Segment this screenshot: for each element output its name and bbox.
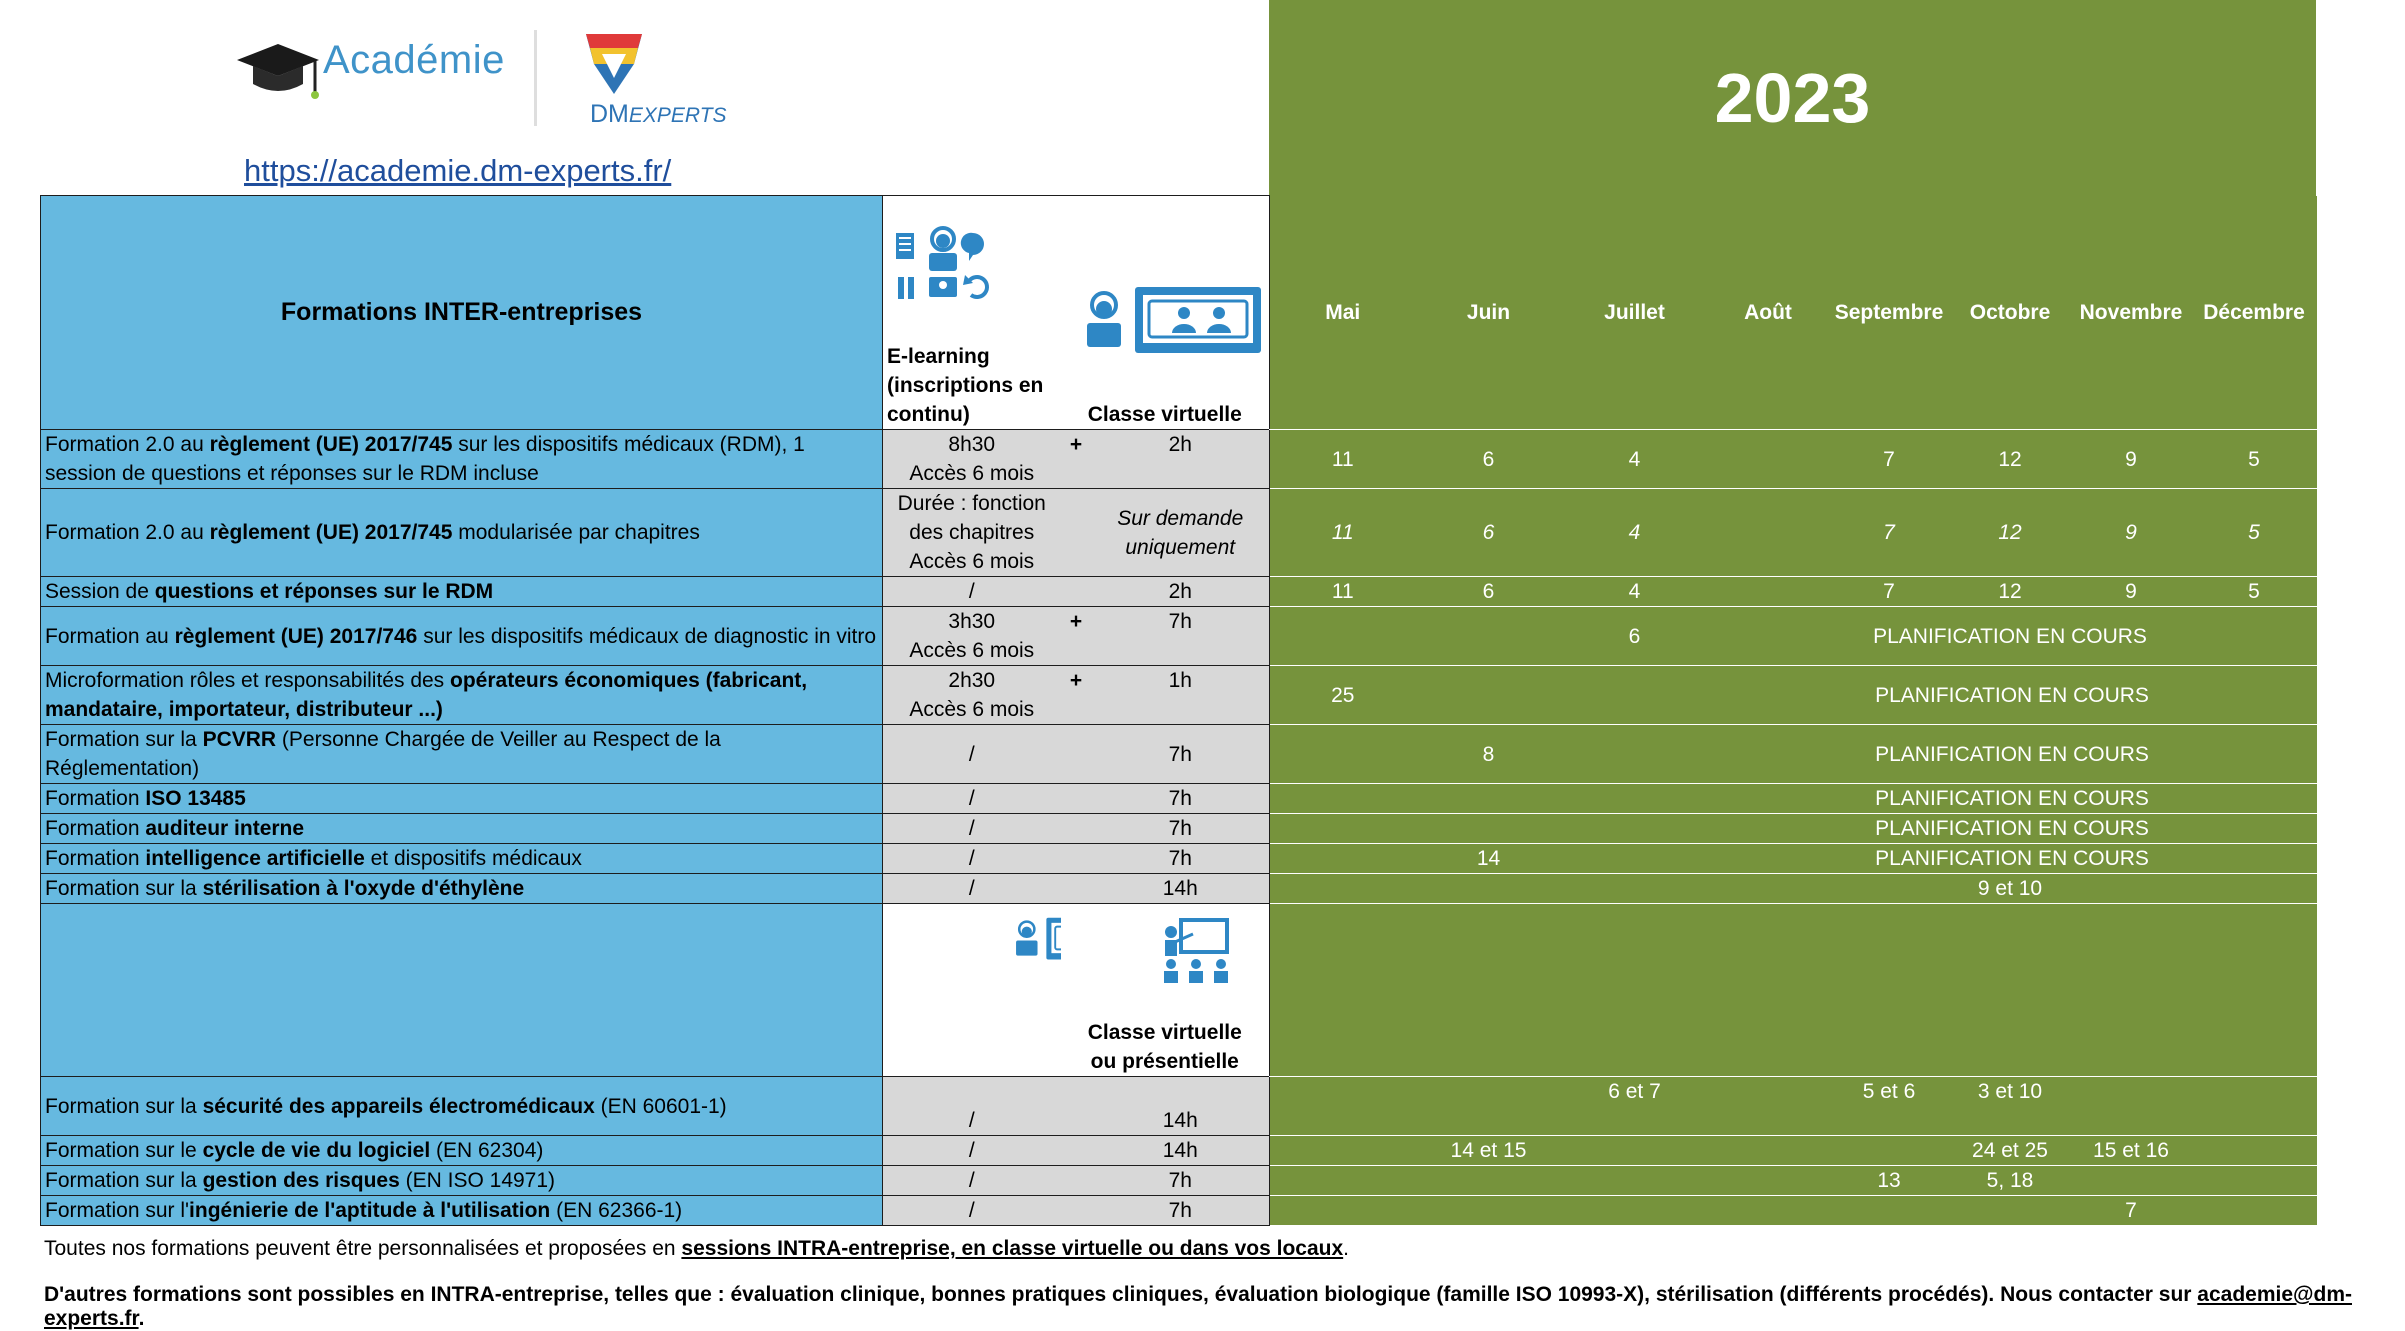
presential-class-icon — [1161, 914, 1231, 984]
virtual-duration: 7h — [1092, 1196, 1270, 1226]
date-cell — [1270, 784, 1416, 814]
virtual-duration: 2h — [1092, 430, 1270, 489]
date-cell — [1270, 1166, 1416, 1196]
date-cell — [2192, 1077, 2317, 1136]
table-row — [41, 814, 2317, 844]
plus-sign: + — [1061, 666, 1092, 725]
date-cell: 13 — [1829, 1166, 1950, 1196]
date-cell — [2192, 1166, 2317, 1196]
date-cell: 3 et 10 — [1950, 1077, 2071, 1136]
year-title: 2023 — [1714, 59, 1871, 137]
month-header-7: Décembre — [2192, 196, 2317, 430]
training-title: Formation sur le cycle de vie du logiciel (EN 62304) — [41, 1136, 883, 1166]
virtual-duration: 7h — [1092, 844, 1270, 874]
month-header-3: Août — [1708, 196, 1829, 430]
date-cell — [1708, 1136, 1829, 1166]
month-header-4 — [1829, 904, 1950, 1077]
table-row — [41, 1166, 2317, 1196]
date-cell — [1562, 725, 1708, 784]
table-row — [41, 725, 2317, 784]
virtual-or-presential-label: Classe virtuelle ou présentielle — [1087, 1021, 1242, 1073]
contact-email-link[interactable]: academie@dm-experts.fr — [44, 1283, 2352, 1330]
plus-sign — [1061, 844, 1092, 874]
plus-sign: + — [1061, 607, 1092, 666]
date-cell — [1950, 1196, 2071, 1226]
month-header-1: Juin — [1416, 196, 1562, 430]
virtual-class-icon — [1079, 281, 1269, 357]
date-cell — [1416, 784, 1562, 814]
training-title: Session de questions et réponses sur le RDM — [41, 577, 883, 607]
date-cell — [1270, 1196, 1416, 1226]
training-schedule-table — [40, 195, 2317, 1226]
date-cell — [1562, 844, 1708, 874]
date-cell — [1416, 814, 1562, 844]
planning-in-progress: PLANIFICATION EN COURS — [1708, 844, 2317, 874]
date-cell: 7 — [1829, 577, 1950, 607]
month-header-4: Septembre — [1829, 196, 1950, 430]
planning-in-progress: PLANIFICATION EN COURS — [1708, 784, 2317, 814]
elearning-duration: / — [883, 784, 1061, 814]
elearning-duration: / — [883, 1196, 1061, 1226]
date-cell: 8 — [1416, 725, 1562, 784]
date-cell — [1270, 814, 1416, 844]
planning-in-progress: PLANIFICATION EN COURS — [1708, 814, 2317, 844]
date-cell — [1416, 607, 1562, 666]
date-cell — [1562, 1136, 1708, 1166]
training-title: Formation intelligence artificielle et dispositifs médicaux — [41, 844, 883, 874]
training-title: Formation sur la gestion des risques (EN ISO 14971) — [41, 1166, 883, 1196]
virtual-duration: 1h — [1092, 666, 1270, 725]
plus-sign — [1061, 577, 1092, 607]
date-cell — [1708, 874, 1829, 904]
virtual-duration: 7h — [1092, 725, 1270, 784]
footer-other-trainings-note: D'autres formations sont possibles en INTRA-entreprise, telles que : évaluation clinique, bonnes pratiques cliniques, évaluation biologique (famille ISO 10993-X), stérilisation (différents procédés). Nous contacter sur academie@dm-experts.fr. — [44, 1283, 2352, 1330]
date-cell: 4 — [1562, 577, 1708, 607]
date-cell: 6 et 7 — [1562, 1077, 1708, 1136]
date-cell — [1708, 1077, 1829, 1136]
table-row — [41, 1196, 2317, 1226]
graduation-cap-icon — [235, 40, 321, 115]
blank-elearning-cell — [883, 904, 1061, 1077]
table-subheader-row — [41, 904, 2317, 1077]
training-title: Microformation rôles et responsabilités des opérateurs économiques (fabricant, mandataire, importateur, distributeur ...) — [41, 666, 883, 725]
month-header-0: Mai — [1270, 196, 1416, 430]
elearning-duration: / — [883, 874, 1061, 904]
virtual-duration: 7h — [1092, 784, 1270, 814]
elearning-duration: 2h30 Accès 6 mois — [883, 666, 1061, 725]
elearning-duration: / — [883, 1166, 1061, 1196]
footer-personalization-note: Toutes nos formations peuvent être personnalisées et proposées en sessions INTRA-entreprise, en classe virtuelle ou dans vos locaux. — [44, 1237, 1349, 1260]
date-cell — [1270, 607, 1416, 666]
virtual-duration: 7h — [1092, 1166, 1270, 1196]
date-cell: 7 — [2071, 1196, 2192, 1226]
table-row — [41, 1136, 2317, 1166]
date-cell: 14 et 15 — [1416, 1136, 1562, 1166]
date-cell — [1708, 1196, 1829, 1226]
date-cell: 24 et 25 — [1950, 1136, 2071, 1166]
table-row — [41, 489, 2317, 577]
date-cell — [1562, 1166, 1708, 1196]
date-cell: 15 et 16 — [2071, 1136, 2192, 1166]
table-header-row — [41, 196, 2317, 430]
date-cell: 25 — [1270, 666, 1416, 725]
date-cell: 7 — [1829, 489, 1950, 577]
date-cell: 4 — [1562, 489, 1708, 577]
month-header-2: Juillet — [1562, 196, 1708, 430]
month-header-2 — [1562, 904, 1708, 1077]
month-header-3 — [1708, 904, 1829, 1077]
date-cell — [1829, 1196, 1950, 1226]
date-cell: 5 — [2192, 430, 2317, 489]
elearning-duration: / — [883, 844, 1061, 874]
planning-in-progress: PLANIFICATION EN COURS — [1708, 607, 2317, 666]
training-title: Formation sur la PCVRR (Personne Chargée de Veiller au Respect de la Réglementation) — [41, 725, 883, 784]
training-title: Formation sur la sécurité des appareils électromédicaux (EN 60601-1) — [41, 1077, 883, 1136]
date-cell — [1708, 489, 1829, 577]
date-cell — [1270, 874, 1416, 904]
date-cell — [1829, 874, 1950, 904]
training-title: Formation sur la stérilisation à l'oxyde d'éthylène — [41, 874, 883, 904]
plus-sign — [1061, 784, 1092, 814]
date-cell: 6 — [1416, 430, 1562, 489]
date-cell — [1416, 1196, 1562, 1226]
academie-logo-text: Académie — [323, 38, 505, 82]
elearning-duration: / — [883, 725, 1061, 784]
date-cell — [1708, 577, 1829, 607]
date-cell — [1416, 1166, 1562, 1196]
virtual-class-header — [1061, 196, 1270, 430]
date-cell — [2071, 1077, 2192, 1136]
date-cell: 6 — [1416, 489, 1562, 577]
plus-sign — [1061, 874, 1092, 904]
month-header-6 — [2071, 904, 2192, 1077]
date-cell: 5 — [2192, 489, 2317, 577]
elearning-duration: / — [883, 1136, 1061, 1166]
date-cell — [2071, 874, 2192, 904]
training-title: Formation sur l'ingénierie de l'aptitude à l'utilisation (EN 62366-1) — [41, 1196, 883, 1226]
month-header-1 — [1416, 904, 1562, 1077]
plus-sign: + — [1061, 430, 1092, 489]
academie-url-link[interactable]: https://academie.dm-experts.fr/ — [244, 153, 672, 188]
date-cell — [1416, 666, 1562, 725]
month-header-5: Octobre — [1950, 196, 2071, 430]
date-cell: 5, 18 — [1950, 1166, 2071, 1196]
training-title: Formation 2.0 au règlement (UE) 2017/745 sur les dispositifs médicaux (RDM), 1 session de questions et réponses sur le RDM incluse — [41, 430, 883, 489]
elearning-duration: / — [883, 577, 1061, 607]
dm-experts-logo-text: DMEXPERTS — [590, 100, 727, 128]
date-cell — [1562, 666, 1708, 725]
month-header-5 — [1950, 904, 2071, 1077]
date-cell: 12 — [1950, 430, 2071, 489]
date-cell — [1416, 874, 1562, 904]
virtual-duration: 7h — [1092, 607, 1270, 666]
plus-sign — [1061, 814, 1092, 844]
date-cell — [1416, 1077, 1562, 1136]
date-cell: 9 — [2071, 489, 2192, 577]
virtual-duration: 14h — [1092, 1136, 1270, 1166]
table-title: Formations INTER-entreprises — [41, 196, 883, 430]
table-row — [41, 430, 2317, 489]
date-cell — [2192, 1196, 2317, 1226]
date-cell — [1562, 1196, 1708, 1226]
date-cell: 9 et 10 — [1950, 874, 2071, 904]
virtual-duration: 14h — [1092, 874, 1270, 904]
table-row — [41, 844, 2317, 874]
date-cell: 11 — [1270, 577, 1416, 607]
date-cell: 11 — [1270, 489, 1416, 577]
elearning-duration: / — [883, 1077, 1061, 1136]
date-cell: 14 — [1416, 844, 1562, 874]
date-cell — [1562, 784, 1708, 814]
dm-experts-logo-icon — [582, 30, 646, 103]
planning-in-progress: PLANIFICATION EN COURS — [1708, 725, 2317, 784]
date-cell — [1270, 1136, 1416, 1166]
date-cell — [1829, 1136, 1950, 1166]
logo-separator — [534, 30, 537, 126]
elearning-header — [883, 196, 1061, 430]
training-title: Formation ISO 13485 — [41, 784, 883, 814]
virtual-class-label: Classe virtuelle — [1087, 403, 1242, 426]
date-cell — [1270, 725, 1416, 784]
date-cell — [1562, 814, 1708, 844]
elearning-duration: 8h30 Accès 6 mois — [883, 430, 1061, 489]
virtual-class-icon — [1011, 914, 1061, 962]
date-cell: 5 — [2192, 577, 2317, 607]
blank-title-cell — [41, 904, 883, 1077]
table-row — [41, 666, 2317, 725]
date-cell: 6 — [1562, 607, 1708, 666]
date-cell — [2071, 1166, 2192, 1196]
table-row — [41, 784, 2317, 814]
date-cell: 9 — [2071, 577, 2192, 607]
date-cell: 7 — [1829, 430, 1950, 489]
date-cell — [1708, 430, 1829, 489]
date-cell — [2192, 1136, 2317, 1166]
date-cell: 5 et 6 — [1829, 1077, 1950, 1136]
date-cell — [2192, 874, 2317, 904]
date-cell: 9 — [2071, 430, 2192, 489]
month-header-0 — [1270, 904, 1416, 1077]
plus-sign — [1061, 489, 1092, 577]
table-row — [41, 874, 2317, 904]
date-cell — [1270, 1077, 1416, 1136]
training-title: Formation auditeur interne — [41, 814, 883, 844]
virtual-duration: 2h — [1092, 577, 1270, 607]
elearning-label: E-learning (inscriptions en continu) — [887, 345, 1044, 426]
intra-sessions-link[interactable]: sessions INTRA-entreprise, en classe virtuelle ou dans vos locaux — [681, 1237, 1344, 1260]
plus-sign — [1061, 1077, 1092, 1136]
virtual-duration: 14h — [1092, 1077, 1270, 1136]
date-cell: 12 — [1950, 577, 2071, 607]
date-cell: 11 — [1270, 430, 1416, 489]
date-cell: 4 — [1562, 430, 1708, 489]
date-cell: 6 — [1416, 577, 1562, 607]
elearning-duration: / — [883, 814, 1061, 844]
date-cell: 12 — [1950, 489, 2071, 577]
date-cell — [1562, 874, 1708, 904]
plus-sign — [1061, 1196, 1092, 1226]
virtual-duration: Sur demande uniquement — [1092, 489, 1270, 577]
month-header-6: Novembre — [2071, 196, 2192, 430]
elearning-duration: 3h30 Accès 6 mois — [883, 607, 1061, 666]
planning-in-progress: PLANIFICATION EN COURS — [1708, 666, 2317, 725]
training-title: Formation au règlement (UE) 2017/746 sur les dispositifs médicaux de diagnostic in vitro — [41, 607, 883, 666]
plus-sign — [1061, 1136, 1092, 1166]
table-row — [41, 577, 2317, 607]
virtual-or-presential-header — [1061, 904, 1270, 1077]
month-header-7 — [2192, 904, 2317, 1077]
date-cell — [1270, 844, 1416, 874]
table-row — [41, 1077, 2317, 1136]
year-banner — [1269, 0, 2316, 196]
virtual-duration: 7h — [1092, 814, 1270, 844]
plus-sign — [1061, 725, 1092, 784]
elearning-duration: Durée : fonction des chapitres Accès 6 mois — [883, 489, 1061, 577]
elearning-icons — [893, 225, 993, 305]
date-cell — [1708, 1166, 1829, 1196]
plus-sign — [1061, 1166, 1092, 1196]
training-title: Formation 2.0 au règlement (UE) 2017/745 modularisée par chapitres — [41, 489, 883, 577]
table-row — [41, 607, 2317, 666]
